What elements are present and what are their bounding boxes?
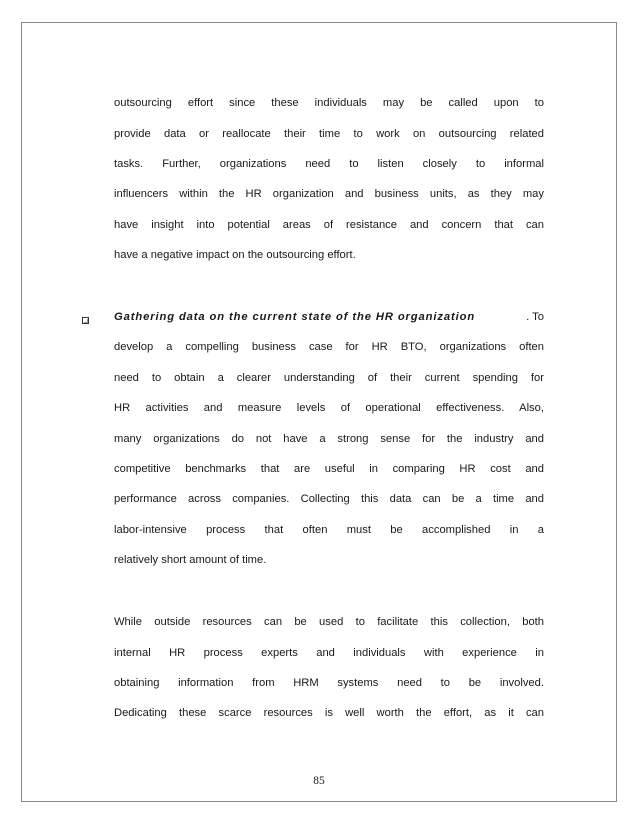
paragraph-line: provide data or reallocate their time to work on outsourcing related [114,128,544,140]
bullet-heading-tail: . To [526,311,544,323]
bullet-line: performance across companies. Collecting this data can be a time and [114,493,544,505]
bullet-line: competitive benchmarks that are useful in comparing HR cost and [114,463,544,475]
page-number: 85 [313,775,325,787]
paragraph-line: influencers within the HR organization and business units, as they may [114,188,544,200]
bullet-line: develop a compelling business case for HR BTO, organizations often [114,341,544,353]
paragraph-line: have a negative impact on the outsourcing effort. [114,249,356,261]
bullet-heading: Gathering data on the current state of the HR organization [114,311,476,323]
paragraph-line: Dedicating these scarce resources is well worth the effort, as it can [114,707,544,719]
paragraph-line: outsourcing effort since these individuals may be called upon to [114,97,544,109]
bullet-line: relatively short amount of time. [114,554,267,566]
bullet-line: labor-intensive process that often must be accomplished in a [114,524,544,536]
paragraph-line: obtaining information from HRM systems need to be involved. [114,677,544,689]
bullet-line: many organizations do not have a strong sense for the industry and [114,433,544,445]
paragraph-line: tasks. Further, organizations need to listen closely to informal [114,158,544,170]
bullet-heading-line [114,310,544,324]
paragraph-line: have insight into potential areas of resistance and concern that can [114,219,544,231]
bullet-line: HR activities and measure levels of operational effectiveness. Also, [114,402,544,414]
checkbox-bullet-icon [82,317,89,324]
paragraph-line: internal HR process experts and individuals with experience in [114,647,544,659]
bullet-line: need to obtain a clearer understanding of their current spending for [114,372,544,384]
paragraph-line: While outside resources can be used to facilitate this collection, both [114,616,544,628]
